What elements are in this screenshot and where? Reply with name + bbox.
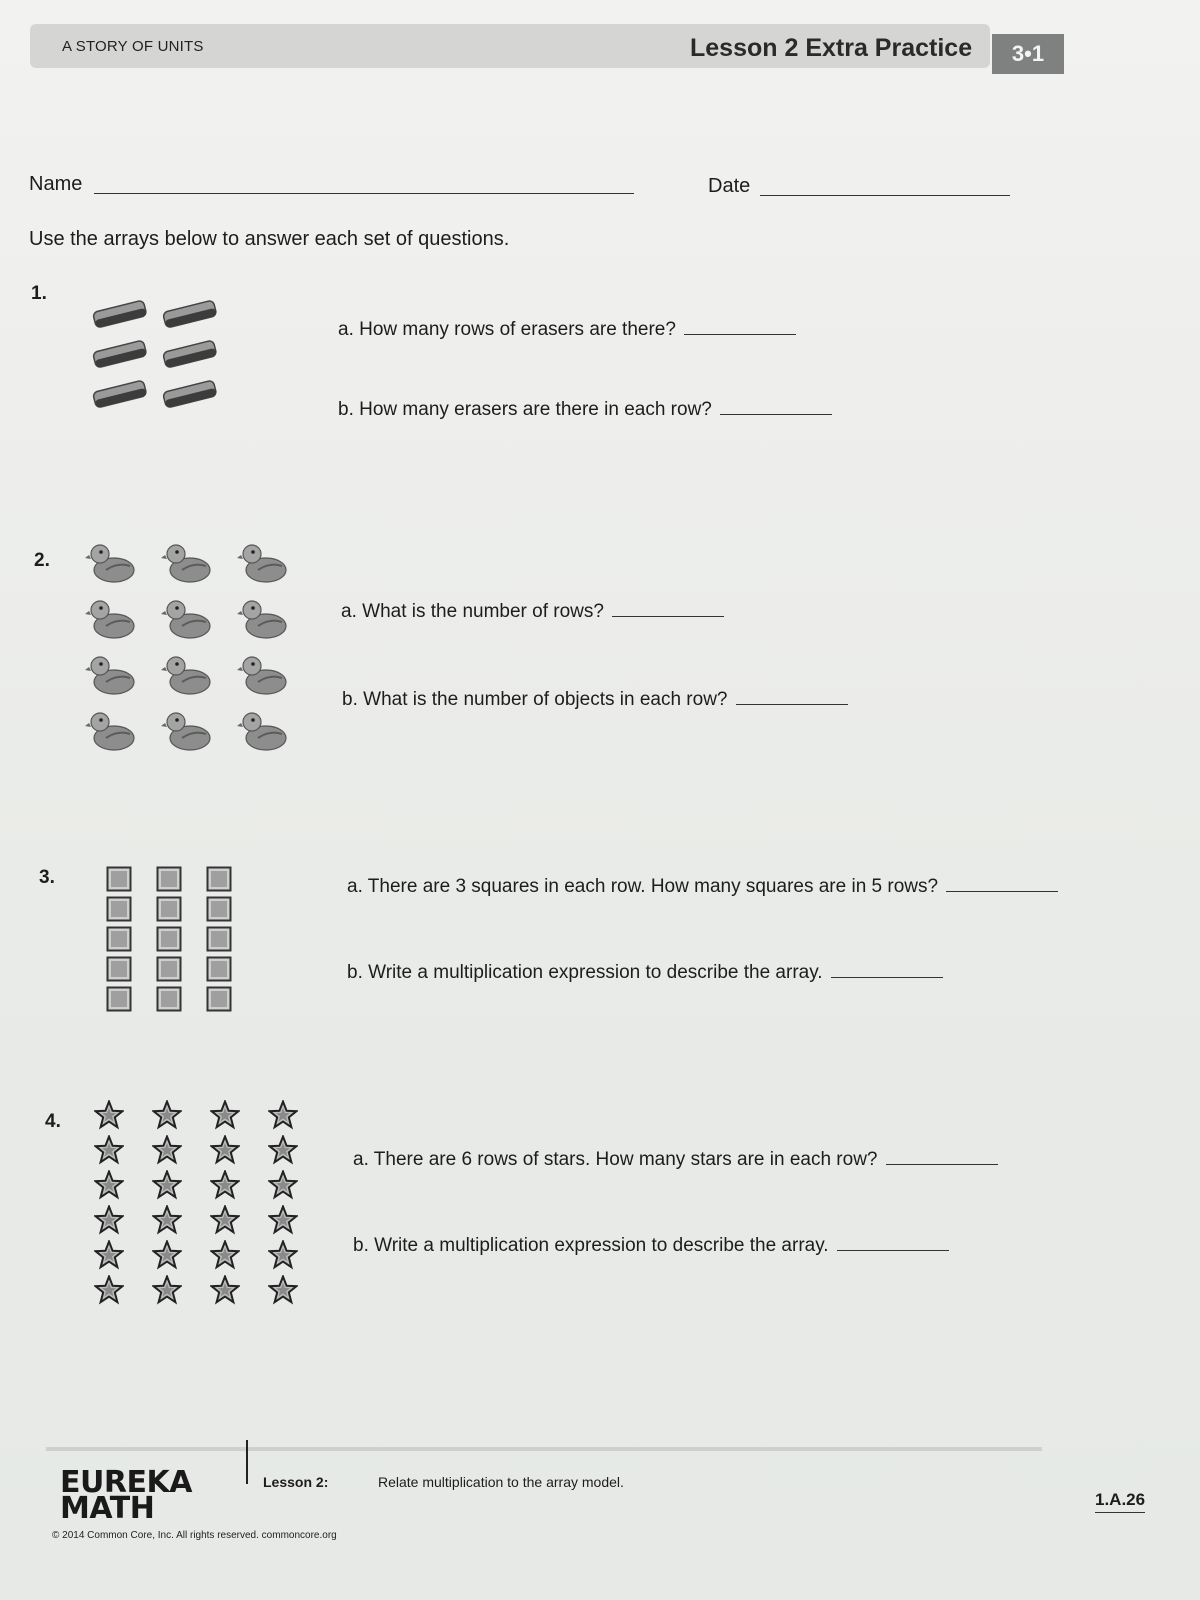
star-icon [94,1100,152,1135]
square-icon [206,956,256,986]
star-icon [268,1170,326,1205]
question-part [347,961,943,984]
eraser-icon [88,300,158,340]
eraser-array [88,300,228,420]
part-label: b. [342,689,358,710]
answer-blank[interactable] [720,398,832,415]
answer-blank[interactable] [736,688,848,705]
question-number: 2. [34,550,50,571]
star-icon [94,1170,152,1205]
square-icon [106,896,156,926]
question-number: 3. [39,867,55,888]
square-icon [206,926,256,956]
star-icon [210,1100,268,1135]
star-icon [210,1205,268,1240]
part-text: There are 3 squares in each row. How many squares are in 5 rows? [367,876,939,897]
square-icon [106,926,156,956]
star-icon [268,1205,326,1240]
duck-icon [236,540,312,596]
instructions: Use the arrays below to answer each set of questions. [29,228,510,250]
question-part [342,688,848,711]
eraser-icon [158,380,228,420]
answer-blank[interactable] [612,600,724,617]
duck-icon [236,652,312,708]
answer-blank[interactable] [837,1234,949,1251]
part-label: a. [353,1149,369,1170]
footer-lesson-label: Lesson 2: [263,1474,329,1490]
copyright: © 2014 Common Core, Inc. All rights reserved. commoncore.org [52,1530,337,1541]
part-label: b. [347,962,363,983]
square-icon [206,896,256,926]
star-icon [152,1240,210,1275]
star-icon [268,1135,326,1170]
square-icon [206,866,256,896]
grade-module-badge: 3•1 [992,34,1064,74]
star-icon [152,1205,210,1240]
square-icon [156,956,206,986]
date-label: Date [708,175,751,197]
eureka-math-logo [60,1465,192,1526]
duck-icon [84,652,160,708]
part-label: b. [353,1235,369,1256]
question-part [338,398,832,421]
question-part [338,318,796,341]
question-part [347,875,1058,898]
square-icon [106,866,156,896]
part-label: a. [338,319,354,340]
answer-blank[interactable] [946,875,1058,892]
footer-rule [46,1447,1042,1451]
part-text: How many erasers are there in each row? [359,399,712,420]
part-text: There are 6 rows of stars. How many stars are in each row? [373,1149,878,1170]
star-icon [210,1275,268,1310]
duck-icon [84,540,160,596]
part-text: What is the number of rows? [362,601,604,622]
square-icon [106,986,156,1016]
part-text: How many rows of erasers are there? [359,319,676,340]
duck-icon [84,596,160,652]
duck-icon [236,596,312,652]
part-label: a. [341,601,357,622]
name-label: Name [29,173,83,195]
duck-icon [236,708,312,764]
duck-icon [160,708,236,764]
star-icon [268,1275,326,1310]
star-icon [210,1170,268,1205]
star-icon [268,1240,326,1275]
eraser-icon [158,300,228,340]
answer-blank[interactable] [886,1148,998,1165]
series-title: A STORY OF UNITS [62,38,204,55]
duck-icon [160,540,236,596]
question-part [353,1234,949,1257]
eraser-icon [158,340,228,380]
duck-icon [160,596,236,652]
star-icon [94,1275,152,1310]
eraser-icon [88,380,158,420]
lesson-title: Lesson 2 Extra Practice [690,34,973,62]
star-icon [268,1100,326,1135]
eraser-icon [88,340,158,380]
answer-blank[interactable] [831,961,943,978]
square-icon [106,956,156,986]
square-icon [206,986,256,1016]
question-number: 1. [31,283,47,304]
square-icon [156,986,206,1016]
question-number: 4. [45,1111,61,1132]
page-number: 1.A.26 [1095,1490,1145,1513]
star-array [94,1100,326,1310]
part-text: What is the number of objects in each row? [363,689,728,710]
question-part [353,1148,998,1171]
star-icon [94,1135,152,1170]
footer-objective: Relate multiplication to the array model. [378,1474,624,1490]
part-text: Write a multiplication expression to describe the array. [374,1235,829,1256]
star-icon [152,1135,210,1170]
brand-line-1: EUREKA [60,1465,192,1500]
duck-icon [160,652,236,708]
star-icon [210,1240,268,1275]
star-icon [152,1170,210,1205]
part-label: a. [347,876,363,897]
square-icon [156,896,206,926]
duck-array [84,540,312,764]
part-text: Write a multiplication expression to describe the array. [368,962,823,983]
square-icon [156,926,206,956]
question-part [341,600,724,623]
star-icon [94,1205,152,1240]
star-icon [94,1240,152,1275]
answer-blank[interactable] [684,318,796,335]
star-icon [152,1275,210,1310]
square-icon [156,866,206,896]
square-array [106,866,256,1016]
footer-divider [246,1440,248,1484]
date-field[interactable] [760,195,1010,196]
star-icon [210,1135,268,1170]
part-label: b. [338,399,354,420]
name-field[interactable] [94,193,634,194]
brand-line-2: MATH [60,1491,155,1526]
star-icon [152,1100,210,1135]
duck-icon [84,708,160,764]
